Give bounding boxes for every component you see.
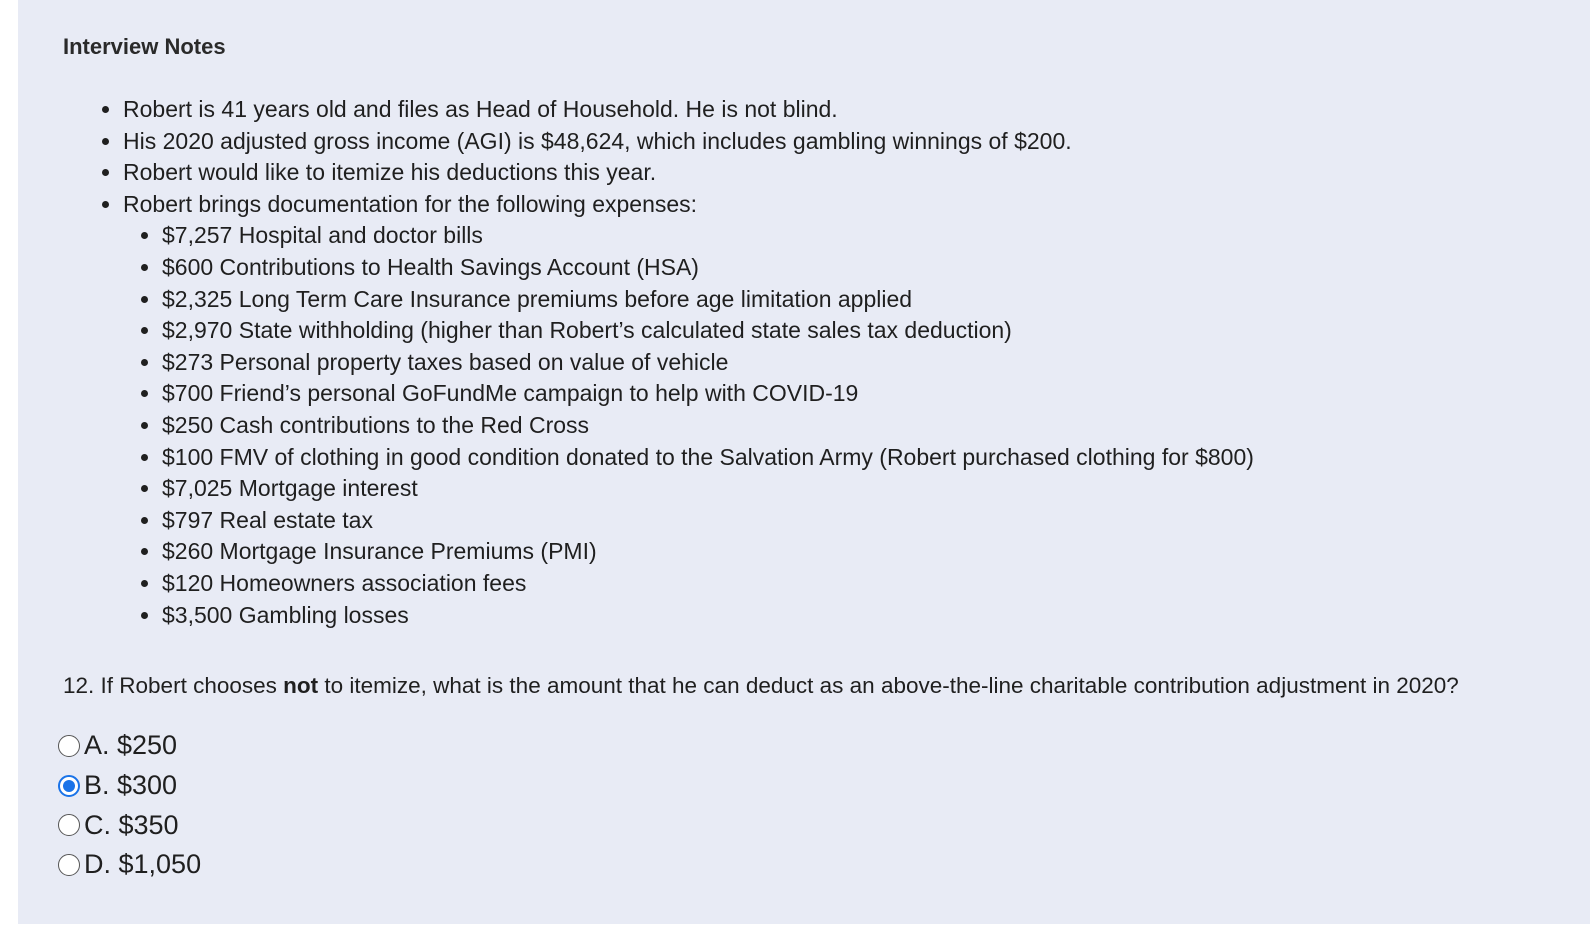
radio-option-b[interactable] (58, 775, 80, 797)
expense-item: • $7,257 Hospital and doctor bills (162, 220, 1254, 252)
option-c-label[interactable]: C. $350 (84, 809, 179, 840)
interview-panel (18, 0, 1590, 924)
expense-item: • $2,970 State withholding (higher than Robert’s calculated state sales tax deduction) (162, 315, 1254, 347)
question-text (63, 673, 1459, 699)
list-item-expenses (123, 189, 1254, 631)
option-a[interactable] (58, 726, 201, 766)
expense-item: • $797 Real estate tax (162, 505, 1254, 537)
notes-title: Interview Notes (63, 34, 226, 59)
option-b[interactable] (58, 766, 201, 806)
question-prefix: 12. If Robert chooses (63, 673, 284, 698)
expense-item: • $7,025 Mortgage interest (162, 473, 1254, 505)
list-item: • His 2020 adjusted gross income (AGI) is $48,624, which includes gambling winnings of $200. (123, 126, 1254, 158)
radio-option-c[interactable] (58, 814, 80, 836)
list-item: • Robert would like to itemize his deductions this year. (123, 157, 1254, 189)
option-c[interactable] (58, 805, 201, 845)
notes-list (78, 94, 1254, 631)
expense-item: • $273 Personal property taxes based on value of vehicle (162, 347, 1254, 379)
option-b-label[interactable]: B. $300 (84, 770, 178, 801)
radio-option-d[interactable] (58, 854, 80, 876)
expense-item: • $100 FMV of clothing in good condition donated to the Salvation Army (Robert purchased clothing for $800) (162, 442, 1254, 474)
answer-options (58, 726, 201, 885)
option-d-label[interactable]: D. $1,050 (84, 849, 202, 880)
list-item-label: Robert brings documentation for the following expenses: (123, 190, 698, 217)
expense-item: • $600 Contributions to Health Savings Account (HSA) (162, 252, 1254, 284)
expense-item: • $260 Mortgage Insurance Premiums (PMI) (162, 536, 1254, 568)
option-a-label[interactable]: A. $250 (84, 730, 178, 761)
question-emphasis: not (283, 673, 319, 698)
list-item: • Robert is 41 years old and files as Head of Household. He is not blind. (123, 94, 1254, 126)
option-d[interactable] (58, 845, 201, 885)
question-suffix: to itemize, what is the amount that he can deduct as an above-the-line charitable contribution adjustment in 2020? (318, 673, 1459, 698)
radio-option-a[interactable] (58, 735, 80, 757)
expense-item: • $3,500 Gambling losses (162, 600, 1254, 632)
expense-item: • $120 Homeowners association fees (162, 568, 1254, 600)
expense-item: • $2,325 Long Term Care Insurance premiums before age limitation applied (162, 284, 1254, 316)
expenses-list (123, 220, 1254, 631)
expense-item: • $700 Friend’s personal GoFundMe campaign to help with COVID-19 (162, 378, 1254, 410)
expense-item: • $250 Cash contributions to the Red Cross (162, 410, 1254, 442)
